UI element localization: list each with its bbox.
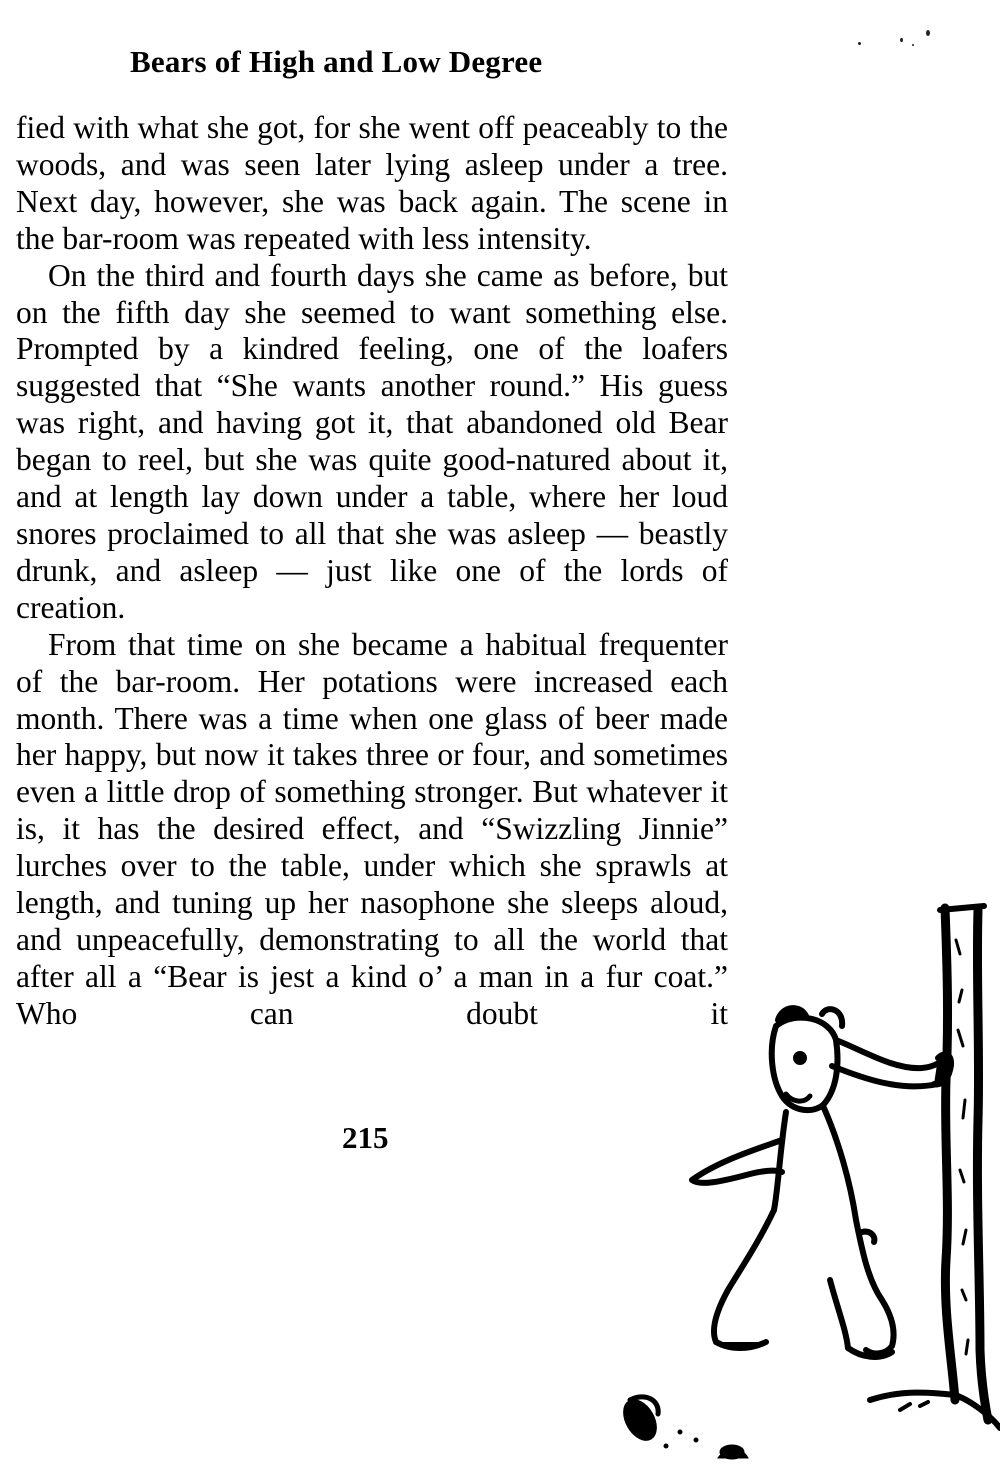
paragraph-third-fourth-days: On the third and fourth days she came as before, but on the fifth day she seemed to want something else. Prompted by a kindred feeling, one of the loafers suggested that “She wants another round.” His guess was right, and having got it, that abandoned old Bear began to reel, but she was quite good-natured about it, and at length lay down under a table, where her loud snores proclaimed to all that she was asleep — beastly drunk, and asleep — just like one of the lords of creation.: [16, 257, 728, 625]
running-head: Bears of High and Low Degree: [130, 44, 543, 79]
paragraph-continued: fied with what she got, for she went off peaceably to the woods, and was seen later lying asleep under a tree. Next day, however, she was back again. The scene in the bar-room was repeated with less intensity.: [16, 110, 728, 256]
ink-speck: [900, 38, 903, 42]
bear-cub: [692, 1008, 951, 1357]
paragraph-habitual-frequenter: From that time on she became a habitual frequenter of the bar-room. Her potations were increased each month. There was a time when one glass of beer made her happy, but now it takes three or four, and sometimes even a little drop of something stronger. But whatever it is, it has the desired effect, and “Swizzling Jinnie” lurches over to the table, under which she sprawls at length, and tuning up her nasophone she sleeps aloud, and unpeacefully, demonstrating to all the world that after all a “Bear is jest a kind o’ a man in a fur coat.” Who can doubt it: [16, 626, 728, 1031]
ink-speck: [858, 42, 861, 45]
ink-speck: [926, 30, 930, 36]
page-number: 215: [342, 1120, 389, 1155]
ink-speck: [912, 44, 914, 46]
ground-debris: [617, 1394, 748, 1459]
bear-cub-leaning-on-tree-illustration: [600, 880, 1000, 1465]
